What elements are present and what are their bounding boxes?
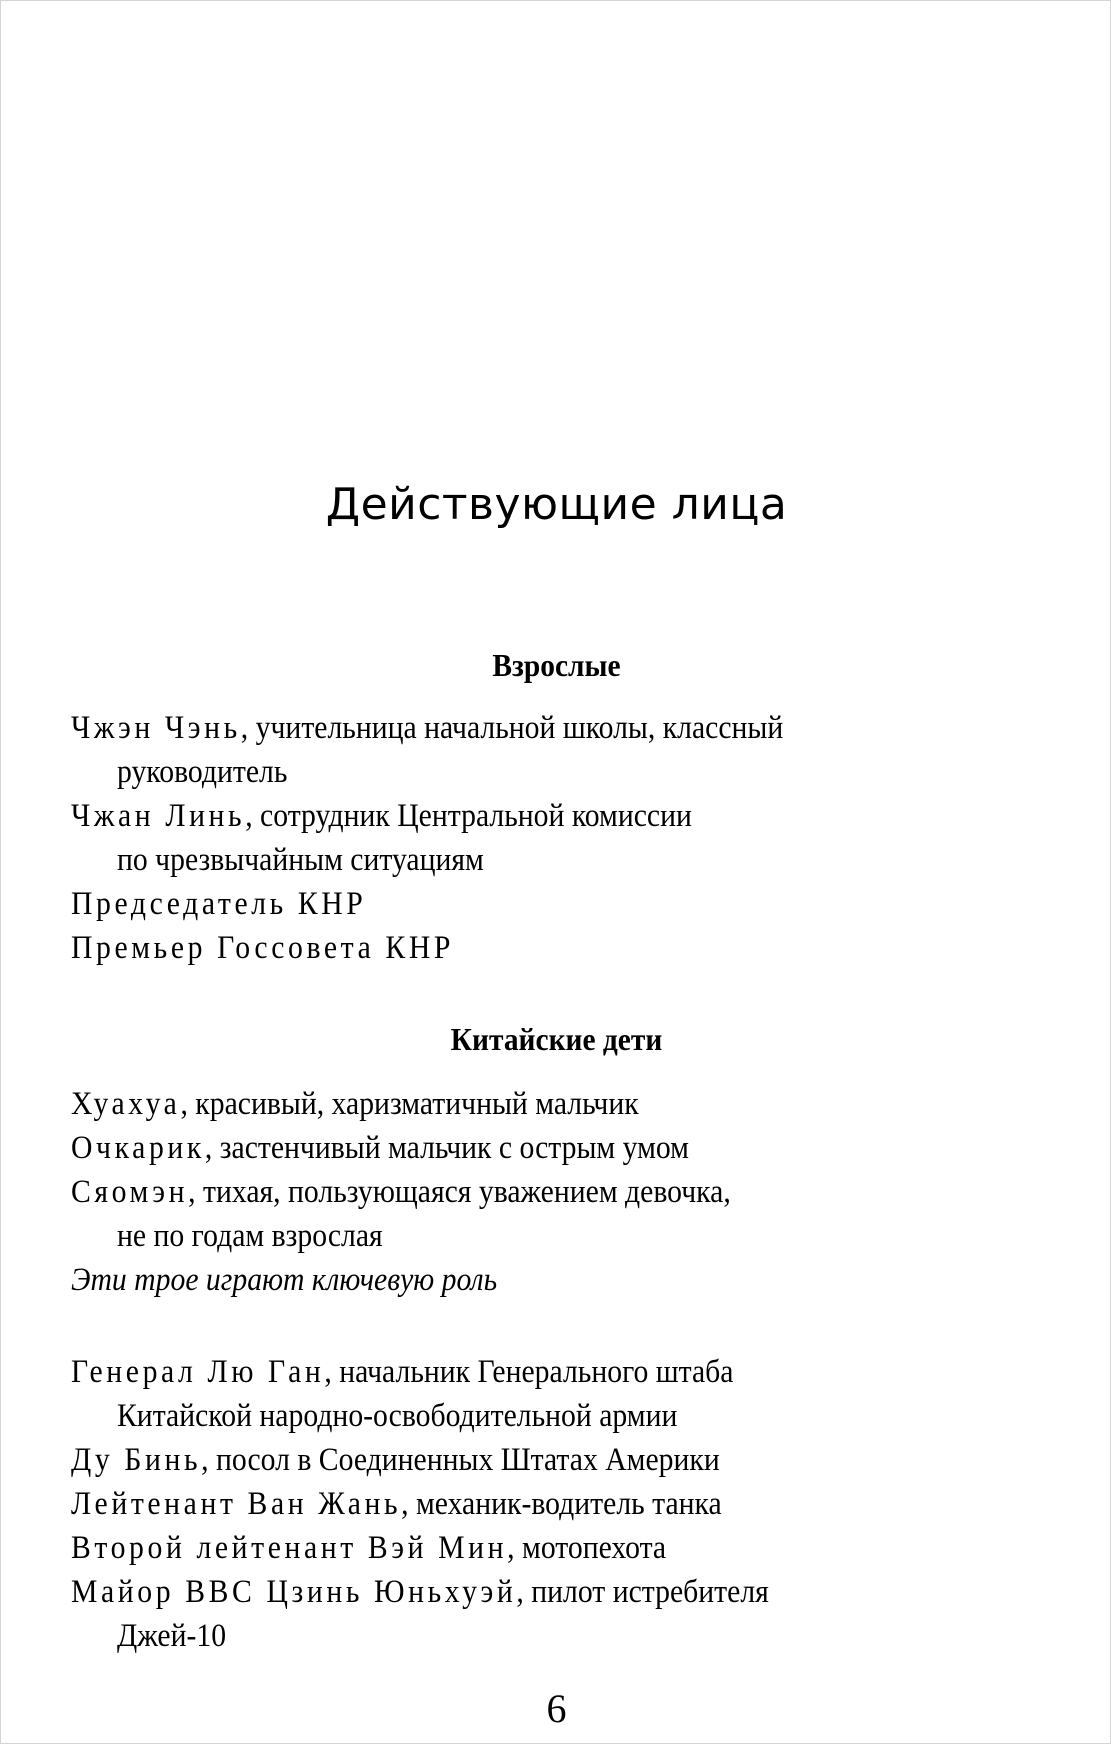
- character-description: , тихая, пользующаяся уважением девочка,: [188, 1174, 731, 1210]
- page-title: Действующие лица: [325, 479, 788, 530]
- character-entry: [71, 1439, 720, 1481]
- character-entry: [71, 795, 692, 837]
- character-entry: [71, 883, 366, 925]
- character-description: , мотопехота: [507, 1530, 667, 1566]
- page-number: 6: [546, 1686, 567, 1731]
- character-entry: [71, 927, 454, 969]
- character-description: , учительница начальной школы, классный: [240, 710, 784, 746]
- section-note: Эти трое играют ключевую роль: [71, 1262, 498, 1298]
- character-entry: [71, 1127, 689, 1169]
- character-entry: [71, 1351, 733, 1393]
- character-name: Сяомэн: [71, 1174, 189, 1210]
- character-name: Председатель КНР: [71, 886, 367, 922]
- character-description: , красивый, харизматичный мальчик: [180, 1086, 639, 1122]
- character-name: Чжэн Чэнь: [71, 710, 241, 746]
- character-description: , посол в Соединенных Штатах Америки: [201, 1442, 720, 1478]
- character-entry: [71, 1527, 666, 1569]
- character-name: Второй лейтенант Вэй Мин: [71, 1530, 508, 1566]
- character-name: Майор ВВС Цзинь Юньхуэй: [71, 1574, 517, 1610]
- character-entry-continuation: Джей-10: [117, 1618, 227, 1654]
- character-entry-continuation: руководитель: [117, 754, 288, 790]
- section-heading-adults: Взрослые: [492, 647, 621, 683]
- character-entry-continuation: не по годам взрослая: [117, 1218, 383, 1254]
- character-entry-continuation: Китайской народно-освободительной армии: [117, 1398, 678, 1434]
- character-entry-continuation: по чрезвычайным ситуациям: [117, 842, 484, 878]
- character-name: Генерал Лю Ган: [71, 1354, 325, 1390]
- character-entry: [71, 1483, 722, 1525]
- character-description: , сотрудник Центральной комиссии: [245, 798, 692, 834]
- character-entry: [71, 1571, 769, 1613]
- character-entry: [71, 1083, 639, 1125]
- character-description: , застенчивый мальчик с острым умом: [204, 1130, 689, 1166]
- section-heading-children: Китайские дети: [450, 1021, 663, 1057]
- character-name: Премьер Госсовета КНР: [71, 930, 455, 966]
- character-description: , пилот истребителя: [516, 1574, 769, 1610]
- character-entry: [71, 707, 783, 749]
- character-description: , механик-водитель танка: [401, 1486, 722, 1522]
- character-name: Хуахуа: [71, 1086, 181, 1122]
- character-name: Ду Бинь: [71, 1442, 202, 1478]
- character-name: Чжан Линь: [71, 798, 246, 834]
- character-entry: [71, 1171, 731, 1213]
- character-name: Очкарик: [71, 1130, 205, 1166]
- character-description: , начальник Генерального штаба: [324, 1354, 734, 1390]
- character-name: Лейтенант Ван Жань: [71, 1486, 402, 1522]
